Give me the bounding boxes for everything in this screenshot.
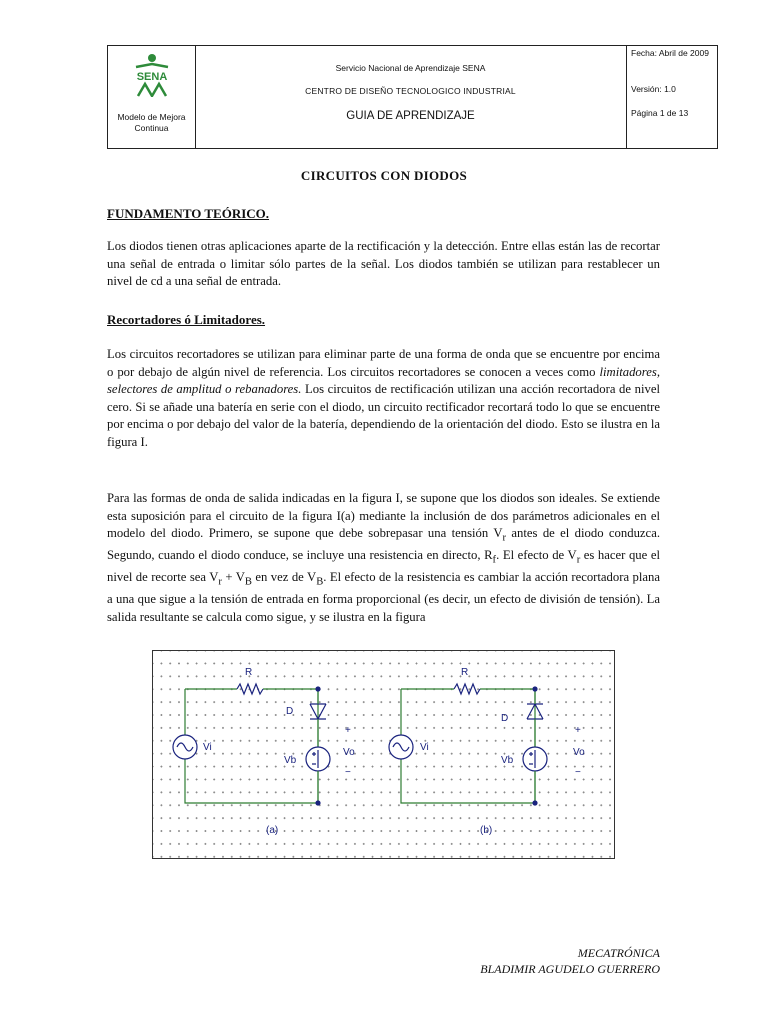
label-vb-b: Vb <box>501 755 514 766</box>
section-heading-recortadores: Recortadores ó Limitadores. <box>107 312 266 327</box>
page-label: Página 1 de 13 <box>631 108 689 118</box>
paragraph-formas-onda: Para las formas de onda de salida indicadas en la figura I, se supone que los diodos son ideales. Se extiende esta suposición para el circuito de la figura I(a) mediante la inclusión de dos parámetros adicionales en el modelo del diodo. Primero, se supone que debe sobrepasar una tensión $V_r$ antes de el diodo conduzca. Segundo, cuando el diodo conduce, se incluye una resistencia en directo, $R_f$. El efecto de $V_r$ es hacer que el nivel de recorte sea $V_r + V_B$ en vez de $V_B$. El efecto de la resistencia es cambiar la acción recortadora plana a una que sigue a la tensión de entrada en forma proporcional (es decir, un efecto de división de tensión). La salida resultante se calcula como sigue, y se ilustra en la figura <box>107 491 661 624</box>
section-heading-fundamento: FUNDAMENTO TEÓRICO. <box>107 206 270 221</box>
label-vo-a: Vo <box>343 747 355 758</box>
label-minus-b: − <box>575 767 581 778</box>
caption-a: (a) <box>266 825 279 836</box>
doc-type: GUIA DE APRENDIZAJE <box>346 110 475 122</box>
label-vb-a: Vb <box>284 755 297 766</box>
logo-cell <box>108 46 196 148</box>
logo-text: SENA <box>136 71 168 83</box>
circuit-figure <box>152 650 615 859</box>
paragraph-intro: Los diodos tienen otras aplicaciones aparte de la rectificación y la detección. Entre ellas están las de recortar una señal de entrada o limitar sólo partes de la señal. Los diodos también se utilizan para restablecer un nivel de cd a una señal de entrada. <box>107 239 660 288</box>
meta-cell <box>626 46 718 148</box>
caption-b: (b) <box>480 825 493 836</box>
label-plus-b: + <box>575 725 581 736</box>
sena-logo <box>130 53 174 97</box>
circuit-b <box>389 667 585 836</box>
paragraph-recortadores: Los circuitos recortadores se utilizan para eliminar parte de una forma de onda que se encuentre por encima o por debajo de algún nivel de referencia. Los circuitos recortadores se conocen a veces como limitadores, selectores de amplitud o rebanadores. Los circuitos de rectificación utilizan una acción recortadora de nivel cero. Si se añade una batería en serie con el diodo, un circuito rectificador recortará todo lo que se encuentre por encima o por debajo del valor de la batería, dependiendo de la orientación del diodo. Esto se ilustra en la figura I. <box>107 347 660 449</box>
resistor-a <box>237 684 263 694</box>
label-d-a: D <box>286 706 294 717</box>
label-d-b: D <box>501 713 509 724</box>
resistor-b <box>454 684 480 694</box>
date-label: Fecha: Abril de 2009 <box>631 48 709 58</box>
label-vi-b: Vi <box>420 742 429 753</box>
version-label: Versión: 1.0 <box>631 84 676 94</box>
label-minus-a: − <box>345 767 351 778</box>
circuit-a <box>173 667 355 836</box>
center-name: CENTRO DE DISEÑO TECNOLOGICO INDUSTRIAL <box>305 86 516 96</box>
institution-name: Servicio Nacional de Aprendizaje SENA <box>335 63 486 73</box>
label-vo-b: Vo <box>573 747 585 758</box>
label-r-a: R <box>245 667 253 678</box>
footer-subject: MECATRÓNICA <box>577 946 660 960</box>
clipper-circuits-diagram <box>153 651 616 860</box>
label-vi-a: Vi <box>203 742 212 753</box>
model-label: Modelo de Mejora Continua <box>117 112 186 133</box>
document-title: CIRCUITOS CON DIODOS <box>300 168 468 183</box>
label-r-b: R <box>461 667 469 678</box>
footer-author: BLADIMIR AGUDELO GUERRERO <box>480 962 660 976</box>
document-header <box>107 45 718 149</box>
label-plus-a: + <box>345 725 351 736</box>
